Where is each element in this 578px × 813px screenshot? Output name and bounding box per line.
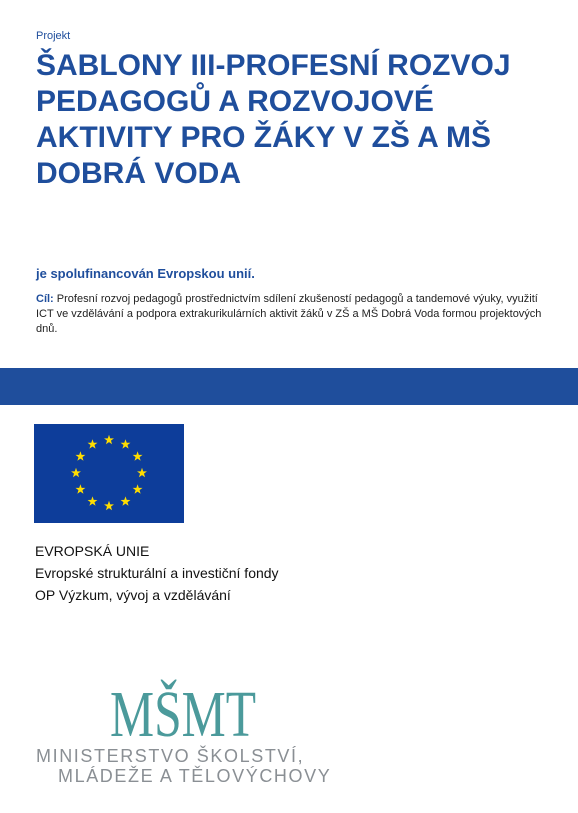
eu-flag-stars <box>34 424 184 523</box>
op-programme-name: OP Výzkum, vývoj a vzdělávání <box>35 587 231 603</box>
eu-star-icon <box>133 484 143 493</box>
eu-star-icon <box>75 484 85 493</box>
goal-text: Profesní rozvoj pedagogů prostřednictvím sdílení zkušeností pedagogů a tandemové výuky, využití ICT ve vzdělávání a podpora extrakurikulárních aktivit žáků v ZŠ a MŠ Dobrá Voda formou projektových dnů. <box>36 293 542 335</box>
eu-star-icon <box>121 439 131 448</box>
ministry-name-line1: MINISTERSTVO ŠKOLSTVÍ, <box>36 746 305 766</box>
eu-star-icon <box>88 496 98 505</box>
eu-star-icon <box>104 501 114 510</box>
eu-funding-block <box>35 540 279 606</box>
project-label: Projekt <box>36 30 71 42</box>
eu-star-icon <box>121 496 131 505</box>
eu-star-icon <box>137 468 147 477</box>
eu-union-name: EVROPSKÁ UNIE <box>35 543 150 559</box>
eu-star-icon <box>133 451 143 460</box>
cofinanced-note: je spolufinancován Evropskou unií. <box>36 266 255 281</box>
eu-star-icon <box>75 451 85 460</box>
goal-label: Cíl: <box>36 293 54 305</box>
eu-star-icon <box>71 468 81 477</box>
msmt-logo-letters: MŠMT <box>110 678 256 751</box>
eu-flag-icon <box>34 424 184 523</box>
eu-star-icon <box>104 435 114 444</box>
msmt-logo-icon <box>108 642 258 751</box>
ministry-name-line2: MLÁDEŽE A TĚLOVÝCHOVY <box>58 766 332 786</box>
eu-star-icon <box>88 439 98 448</box>
project-goal <box>36 292 556 337</box>
blue-stripe <box>0 368 578 405</box>
eu-funds-name: Evropské strukturální a investiční fondy <box>35 565 279 581</box>
project-title: ŠABLONY III-PROFESNÍ ROZVOJ PEDAGOGŮ A ROZVOJOVÉ AKTIVITY PRO ŽÁKY V ZŠ A MŠ DOBRÁ VODA <box>36 49 511 190</box>
ministry-name <box>36 746 331 786</box>
